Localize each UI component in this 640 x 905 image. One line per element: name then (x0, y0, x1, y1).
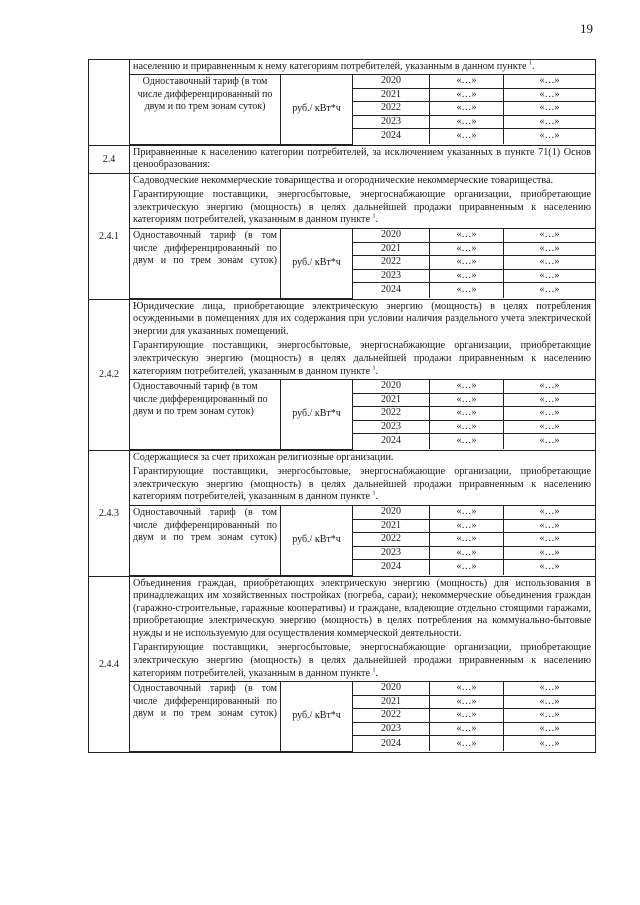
tariff-unit: руб./ кВт*ч (281, 506, 353, 576)
value-cell: «…» (430, 242, 504, 256)
table-row (89, 299, 596, 450)
value-cell: «…» (430, 533, 504, 547)
value-cell: «…» (504, 546, 596, 560)
tariff-description: Одноставочный тариф (в том числе дифференцированный по двум и по трем зонам суток) (130, 682, 281, 752)
value-cell: «…» (504, 434, 596, 450)
value-cell: «…» (430, 129, 504, 145)
row-number: 2.4.1 (89, 173, 130, 299)
tariff-table (88, 59, 596, 753)
tariff-subtable (130, 379, 595, 450)
row-paragraph: Гарантирующие поставщики, энергосбытовые, энергоснабжающие организации, приобретающие электрическую энергию (мощность) в целях дальнейшей продажи приравненным к населению категориям потребителей, указанным в данном пункте $^1$. (133, 642, 591, 679)
value-cell: «…» (430, 420, 504, 434)
value-cell: «…» (430, 269, 504, 283)
tariff-unit: руб./ кВт*ч (281, 75, 353, 145)
table-row (89, 60, 596, 146)
row-paragraph: Садоводческие некоммерческие товарищества и огороднические некоммерческие товарищества. (133, 174, 554, 186)
value-cell: «…» (430, 560, 504, 576)
table-row (89, 576, 596, 752)
row-number: 2.4.4 (89, 576, 130, 752)
value-cell: «…» (504, 560, 596, 576)
year-cell: 2024 (353, 736, 430, 752)
year-cell: 2021 (353, 88, 430, 102)
value-cell: «…» (430, 256, 504, 270)
value-cell: «…» (504, 407, 596, 421)
row-number: 2.4 (89, 145, 130, 173)
value-cell: «…» (504, 695, 596, 709)
value-cell: «…» (504, 736, 596, 752)
row-paragraph: Содержащиеся за счет прихожан религиозные организации. (133, 451, 394, 463)
value-cell: «…» (504, 393, 596, 407)
value-cell: «…» (430, 102, 504, 116)
value-cell: «…» (430, 393, 504, 407)
value-cell: «…» (430, 519, 504, 533)
year-cell: 2023 (353, 115, 430, 129)
value-cell: «…» (504, 102, 596, 116)
year-cell: 2022 (353, 709, 430, 723)
row-number-empty (89, 60, 130, 146)
tariff-description: Одноставочный тариф (в том числе дифференцированный по двум и по трем зонам суток) (130, 506, 281, 576)
year-cell: 2020 (353, 506, 430, 520)
year-cell: 2020 (353, 229, 430, 243)
value-cell: «…» (504, 533, 596, 547)
value-cell: «…» (504, 88, 596, 102)
value-cell: «…» (504, 129, 596, 145)
row-paragraph: Гарантирующие поставщики, энергосбытовые, энергоснабжающие организации, приобретающие электрическую энергию (мощность) в целях дальнейшей продажи приравненным к населению категориям потребителей, указанным в данном пункте $^1$. (133, 189, 591, 226)
value-cell: «…» (430, 407, 504, 421)
row-body (130, 145, 596, 173)
value-cell: «…» (430, 229, 504, 243)
year-cell: 2023 (353, 420, 430, 434)
year-cell: 2021 (353, 242, 430, 256)
tariff-subtable (130, 505, 595, 576)
tariff-description: Одноставочный тариф (в том числе дифференцированный по двум и по трем зонам суток) (130, 229, 281, 299)
value-cell: «…» (504, 420, 596, 434)
tariff-unit: руб./ кВт*ч (281, 682, 353, 752)
year-cell: 2023 (353, 722, 430, 736)
value-cell: «…» (504, 519, 596, 533)
year-cell: 2024 (353, 560, 430, 576)
tariff-subtable (130, 74, 595, 145)
value-cell: «…» (504, 722, 596, 736)
year-cell: 2022 (353, 256, 430, 270)
table-row (89, 450, 596, 576)
tariff-unit: руб./ кВт*ч (281, 229, 353, 299)
year-cell: 2024 (353, 129, 430, 145)
value-cell: «…» (504, 269, 596, 283)
value-cell: «…» (504, 256, 596, 270)
value-cell: «…» (430, 75, 504, 89)
value-cell: «…» (430, 709, 504, 723)
value-cell: «…» (430, 380, 504, 394)
value-cell: «…» (430, 736, 504, 752)
table-row (89, 145, 596, 173)
row-paragraph: Юридические лица, приобретающие электрическую энергию (мощность) в целях потребления осужденными в помещениях для их содержания при условии наличия раздельного учета электрической энергии для указанных помещений. (133, 300, 591, 337)
value-cell: «…» (504, 115, 596, 129)
year-cell: 2024 (353, 434, 430, 450)
page-number: 19 (580, 21, 593, 36)
year-cell: 2021 (353, 519, 430, 533)
value-cell: «…» (430, 722, 504, 736)
tariff-subtable (130, 681, 595, 752)
value-cell: «…» (504, 709, 596, 723)
value-cell: «…» (430, 682, 504, 696)
year-cell: 2020 (353, 682, 430, 696)
value-cell: «…» (504, 242, 596, 256)
value-cell: «…» (430, 434, 504, 450)
value-cell: «…» (504, 75, 596, 89)
year-cell: 2022 (353, 102, 430, 116)
value-cell: «…» (504, 380, 596, 394)
row-paragraph: Гарантирующие поставщики, энергосбытовые, энергоснабжающие организации, приобретающие электрическую энергию (мощность) в целях дальнейшей продажи приравненным к населению категориям потребителей, указанным в данном пункте $^1$. (133, 466, 591, 503)
row-body (130, 450, 596, 576)
row-paragraph: Гарантирующие поставщики, энергосбытовые, энергоснабжающие организации, приобретающие электрическую энергию (мощность) в целях дальнейшей продажи приравненным к населению категориям потребителей, указанным в данном пункте $^1$. (133, 340, 591, 377)
value-cell: «…» (430, 546, 504, 560)
year-cell: 2020 (353, 380, 430, 394)
year-cell: 2020 (353, 75, 430, 89)
value-cell: «…» (430, 88, 504, 102)
table-row (89, 173, 596, 299)
value-cell: «…» (504, 506, 596, 520)
value-cell: «…» (430, 695, 504, 709)
row-text: населению и приравненным к нему категориям потребителей, указанным в данном пункте $^1$. (133, 60, 535, 72)
row-body (130, 173, 596, 299)
row-paragraph: Объединения граждан, приобретающих электрическую энергию (мощность) для использования в принадлежащих им хозяйственных постройках (погреба, сараи); некоммерческие объединения граждан (гаражно-строительные, гаражные кооперативы) и граждане, владеющие отдельно стоящими гаражами, приобретающие электрическую энергию (мощность) в целях потребления на коммунально-бытовые нужды и не используемую для осуществления коммерческой деятельности. (133, 577, 591, 639)
value-cell: «…» (430, 115, 504, 129)
row-body (130, 576, 596, 752)
year-cell: 2022 (353, 407, 430, 421)
year-cell: 2024 (353, 283, 430, 299)
tariff-subtable (130, 228, 595, 299)
row-number: 2.4.2 (89, 299, 130, 450)
value-cell: «…» (504, 283, 596, 299)
row-body (130, 60, 596, 146)
year-cell: 2023 (353, 269, 430, 283)
tariff-unit: руб./ кВт*ч (281, 380, 353, 450)
value-cell: «…» (430, 506, 504, 520)
year-cell: 2021 (353, 393, 430, 407)
value-cell: «…» (430, 283, 504, 299)
value-cell: «…» (504, 682, 596, 696)
row-text: Приравненные к населению категории потребителей, за исключением указанных в пункте 71(1) Основ ценообразования: (133, 146, 591, 171)
value-cell: «…» (504, 229, 596, 243)
year-cell: 2022 (353, 533, 430, 547)
row-number: 2.4.3 (89, 450, 130, 576)
row-body (130, 299, 596, 450)
tariff-description: Одноставочный тариф (в том числе дифференцированный по двум и по трем зонам суток) (130, 75, 281, 145)
year-cell: 2023 (353, 546, 430, 560)
year-cell: 2021 (353, 695, 430, 709)
tariff-description: Одноставочный тариф (в том числе дифференцированный по двум и по трем зонам суток) (130, 380, 281, 450)
